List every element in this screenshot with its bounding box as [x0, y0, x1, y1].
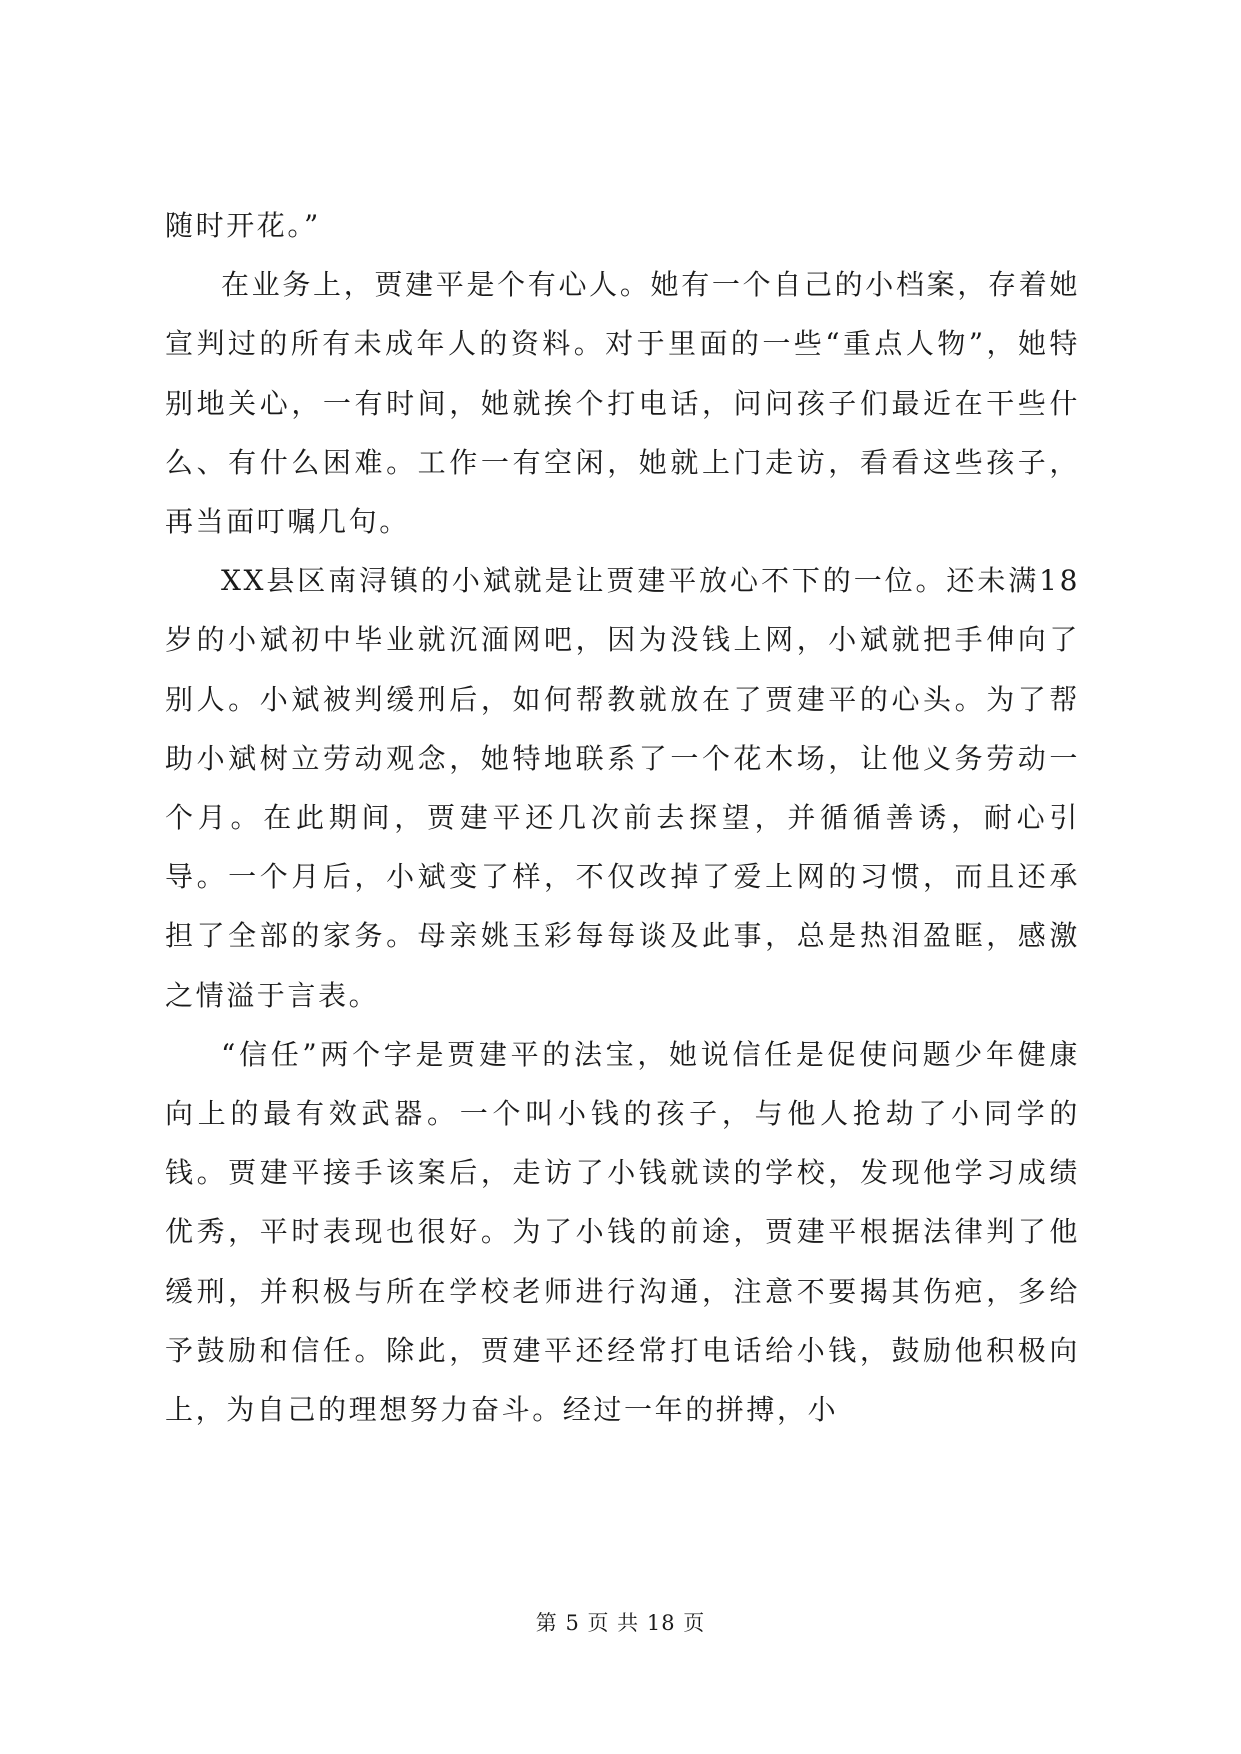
paragraph-trust: “信任”两个字是贾建平的法宝，她说信任是促使问题少年健康向上的最有效武器。一个叫小钱的孩子，与他人抢劫了小同学的钱。贾建平接手该案后，走访了小钱就读的学校，发现他学习成绩优秀，平时表现也很好。为了小钱的前途，贾建平根据法律判了他缓刑，并积极与所在学校老师进行沟通，注意不要揭其伤疤，多给予鼓励和信任。除此，贾建平还经常打电话给小钱，鼓励他积极向上，为自己的理想努力奋斗。经过一年的拼搏，小 [165, 1037, 1080, 1427]
page-number-footer: 第 5 页 共 18 页 [535, 1611, 706, 1635]
paragraph-continuation: 随时开花。” [165, 209, 321, 242]
body-text [165, 196, 1080, 1439]
paragraph-xiaobin: XX县区南浔镇的小斌就是让贾建平放心不下的一位。还未满18岁的小斌初中毕业就沉湎网吧，因为没钱上网，小斌就把手伸向了别人。小斌被判缓刑后，如何帮教就放在了贾建平的心头。为了帮助小斌树立劳动观念，她特地联系了一个花木场，让他义务劳动一个月。在此期间，贾建平还几次前去探望，并循循善诱，耐心引导。一个月后，小斌变了样，不仅改掉了爱上网的习惯，而且还承担了全部的家务。母亲姚玉彩每每谈及此事，总是热泪盈眶，感激之情溢于言表。 [165, 564, 1080, 1012]
paragraph-business: 在业务上，贾建平是个有心人。她有一个自己的小档案，存着她宣判过的所有未成年人的资料。对于里面的一些“重点人物”，她特别地关心，一有时间，她就挨个打电话，问问孩子们最近在干些什么、有什么困难。工作一有空闲，她就上门走访，看看这些孩子，再当面叮嘱几句。 [165, 268, 1080, 539]
